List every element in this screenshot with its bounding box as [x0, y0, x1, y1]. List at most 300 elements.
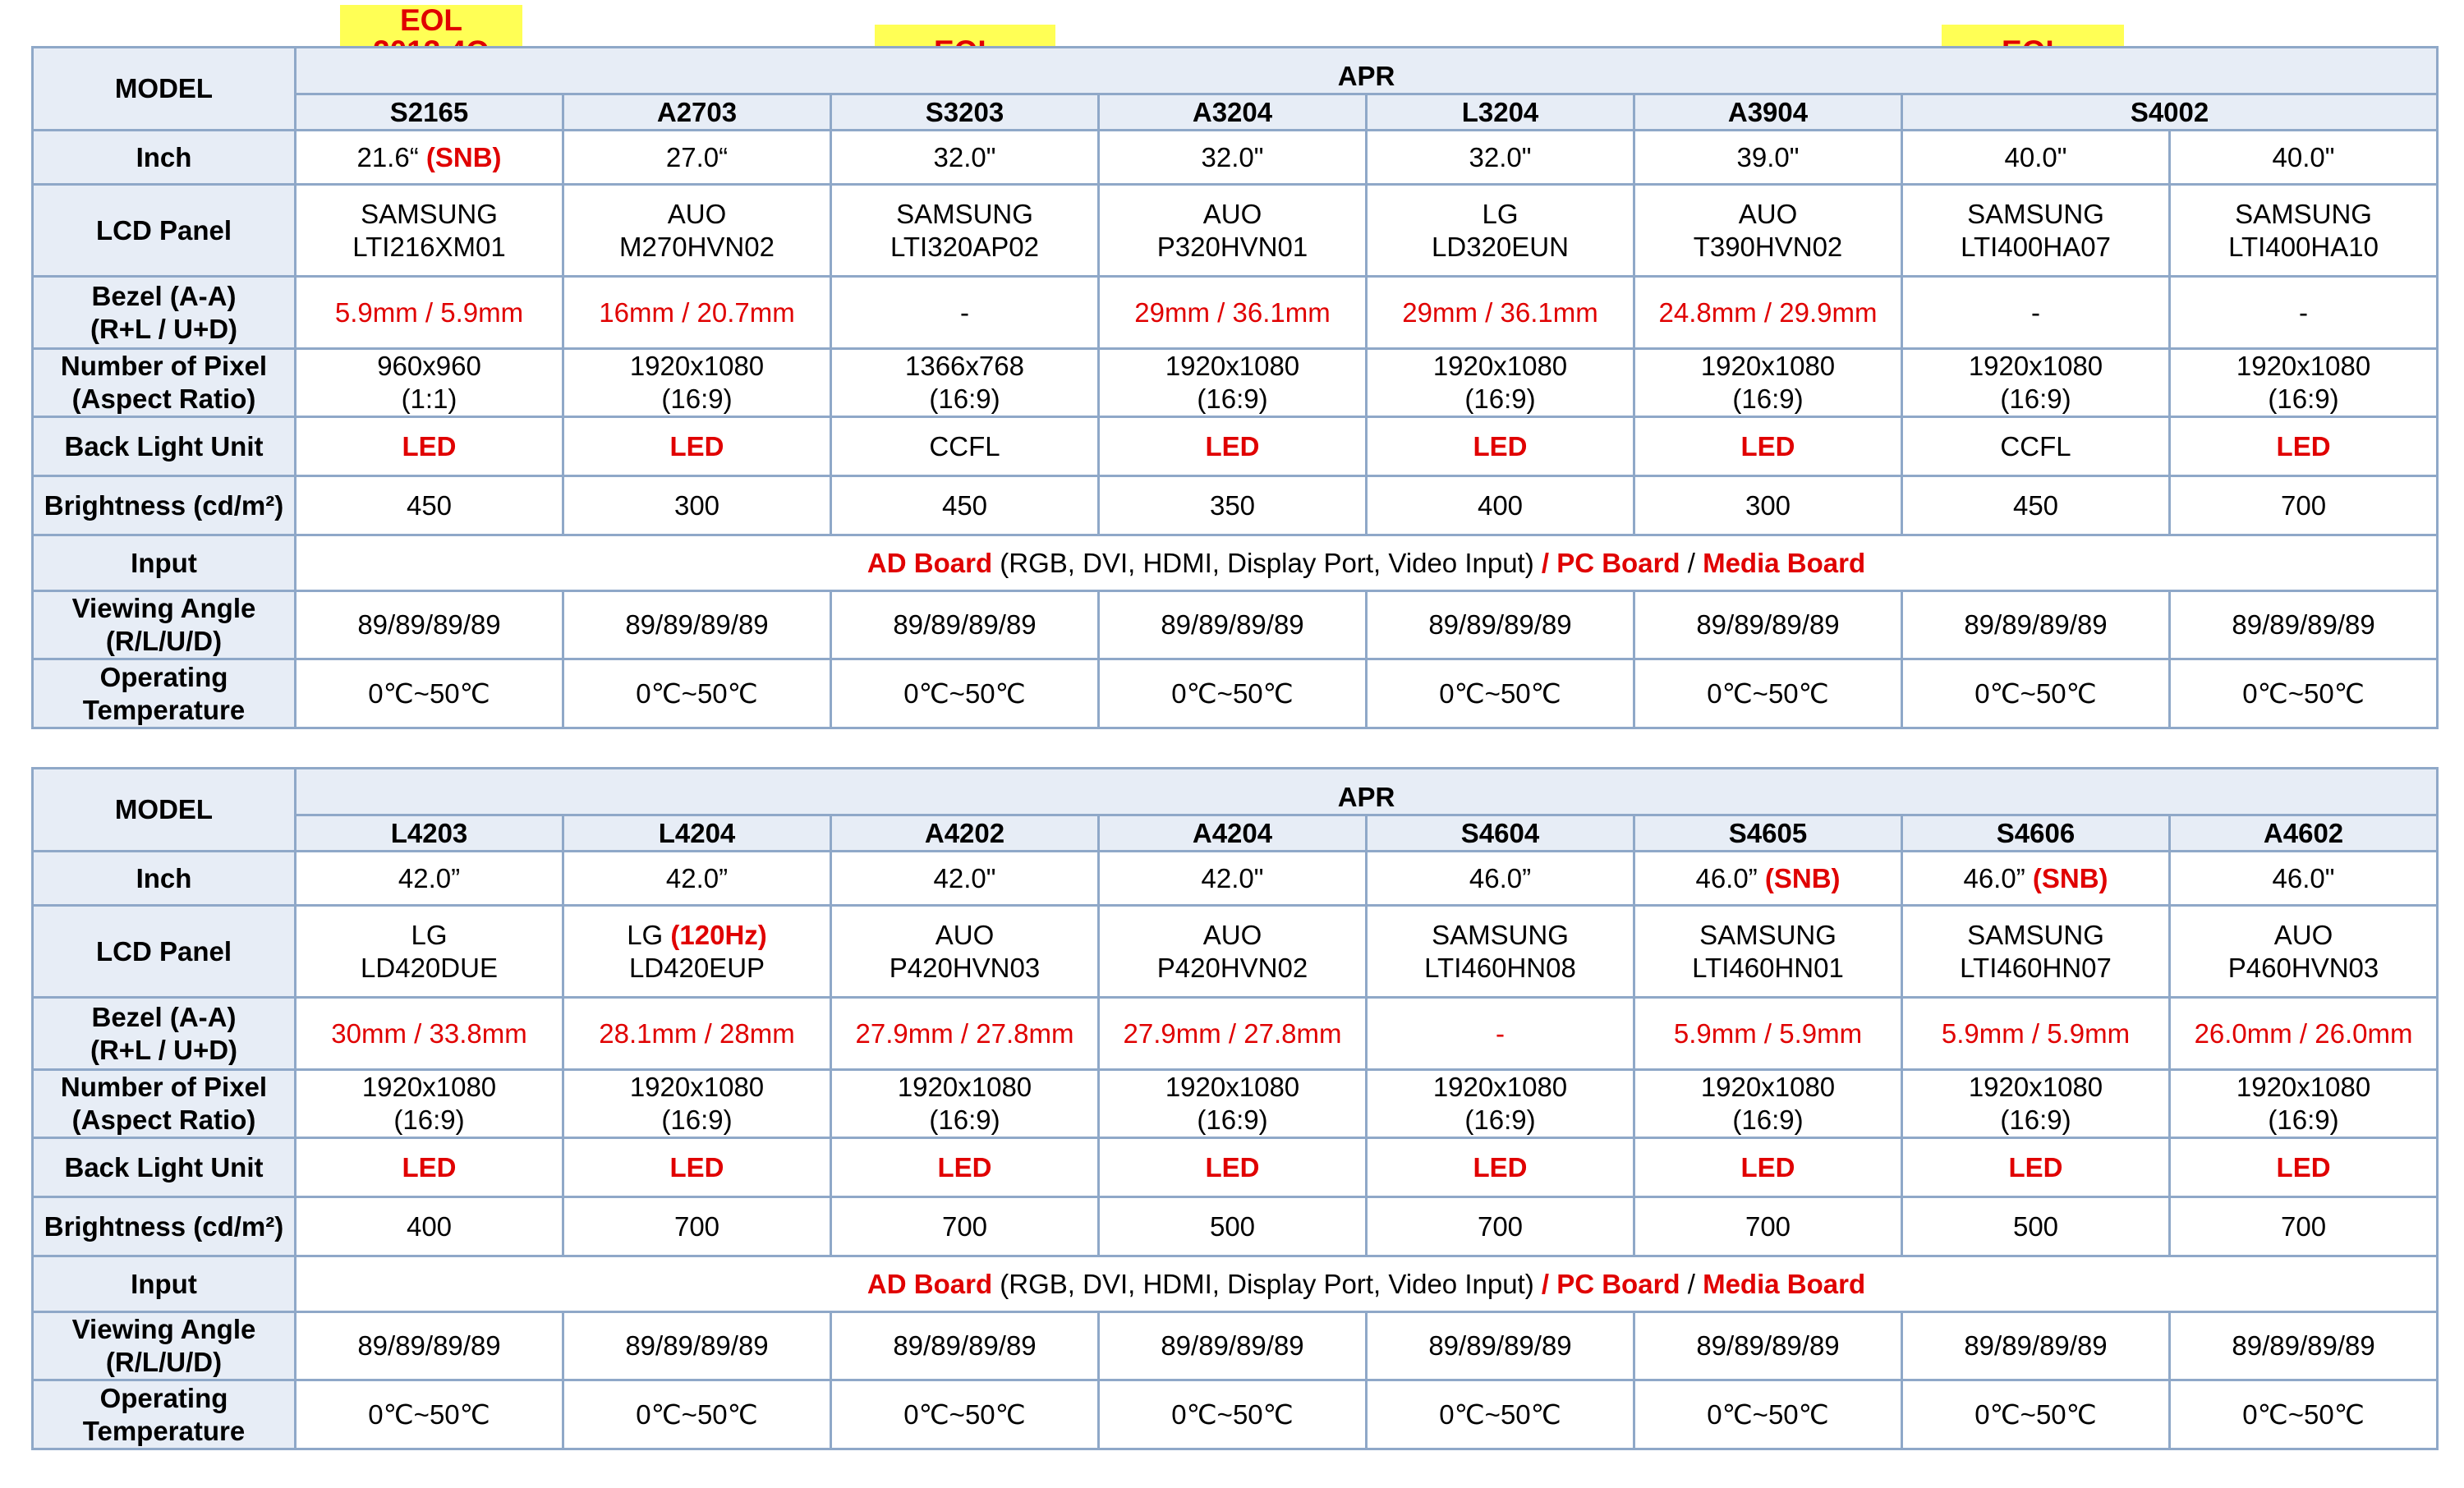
cell-line: 1920x1080 [629, 351, 765, 381]
cell-line: (16:9) [929, 1105, 1000, 1135]
cell-inch [296, 852, 563, 906]
cell-line: AUO [1202, 919, 1262, 950]
cell-line: M270HVN02 [619, 231, 775, 262]
cell-line: (16:9) [661, 1105, 733, 1135]
cell-viewing: 89/89/89/89 [1099, 1312, 1367, 1380]
cell-temp: 0℃~50℃ [2170, 659, 2438, 728]
cell-viewing: 89/89/89/89 [563, 591, 831, 659]
cell-lcd [1367, 185, 1634, 277]
cell-viewing: 89/89/89/89 [831, 591, 1099, 659]
cell-value: LED [1473, 1151, 1528, 1183]
cell-line: LTI216XM01 [352, 231, 506, 262]
cell-value: 32.0" [1469, 141, 1532, 172]
cell-value: 46.0" [2272, 862, 2335, 893]
cell-pixel [2170, 349, 2438, 417]
pc-board-text: / PC Board [1541, 547, 1680, 578]
cell-value: 46.0” [1695, 862, 1758, 893]
row-label-bezel [33, 998, 296, 1070]
cell-value: 29mm / 36.1mm [1134, 296, 1331, 328]
cell-line: 1920x1080 [1700, 1072, 1836, 1102]
cell-line: SAMSUNG [1432, 919, 1569, 950]
cell-temp: 0℃~50℃ [296, 1380, 563, 1449]
cell-pixel [2170, 1070, 2438, 1138]
cell-lcd [1902, 906, 2170, 998]
cell-temp: 0℃~50℃ [1634, 659, 1902, 728]
cell-value: - [2031, 296, 2040, 328]
row-label-brightness: Brightness (cd/m²) [33, 476, 296, 535]
cell-lcd [563, 185, 831, 277]
cell-temp: 0℃~50℃ [563, 659, 831, 728]
cell-value: 29mm / 36.1mm [1402, 296, 1598, 328]
cell-value: 5.9mm / 5.9mm [334, 296, 524, 328]
cell-backlight [1099, 417, 1367, 476]
cell-line: (16:9) [393, 1105, 465, 1135]
group-header: APR [296, 48, 2438, 94]
cell-bezel [1634, 277, 1902, 349]
cell-line: (16:9) [1197, 1105, 1268, 1135]
cell-line: 960x960 [377, 351, 481, 381]
row-label-temp [33, 1380, 296, 1449]
model-name: L4204 [563, 815, 831, 852]
cell-value: 26.0mm / 26.0mm [2194, 1017, 2413, 1049]
cell-inch [1634, 852, 1902, 906]
cell-line: (16:9) [661, 383, 733, 414]
row-label-brightness: Brightness (cd/m²) [33, 1197, 296, 1256]
cell-line: SAMSUNG [1967, 198, 2104, 229]
row-label-line: (R/L/U/D) [105, 626, 223, 656]
cell-pixel [1902, 1070, 2170, 1138]
cell-pixel [563, 1070, 831, 1138]
cell-value: LED [937, 1151, 992, 1183]
cell-viewing: 89/89/89/89 [2170, 591, 2438, 659]
cell-lcd [1902, 185, 2170, 277]
cell-line-text: LG [627, 919, 664, 950]
cell-value: 5.9mm / 5.9mm [1941, 1017, 2131, 1049]
cell-value: 46.0” [1963, 862, 2025, 893]
media-board-text: Media Board [1703, 1268, 1866, 1299]
cell-line: AUO [935, 919, 995, 950]
cell-bezel [1902, 998, 2170, 1070]
cell-viewing: 89/89/89/89 [296, 591, 563, 659]
cell-lcd [2170, 906, 2438, 998]
cell-line: 1920x1080 [1968, 1072, 2103, 1102]
cell-inch [2170, 852, 2438, 906]
cell-value: 32.0" [933, 141, 996, 172]
model-name: S4604 [1367, 815, 1634, 852]
model-name: S2165 [296, 94, 563, 131]
cell-temp: 0℃~50℃ [831, 1380, 1099, 1449]
cell-pixel [296, 349, 563, 417]
cell-line: T390HVN02 [1693, 231, 1843, 262]
cell-pixel [1367, 349, 1634, 417]
cell-line: (16:9) [2268, 1105, 2339, 1135]
cell-bezel [1099, 998, 1367, 1070]
cell-backlight [563, 417, 831, 476]
cell-brightness: 500 [1099, 1197, 1367, 1256]
row-label-lcd: LCD Panel [33, 906, 296, 998]
cell-backlight [1099, 1138, 1367, 1197]
cell-inch [831, 131, 1099, 185]
row-label-line: Number of Pixel [60, 1072, 268, 1102]
cell-temp: 0℃~50℃ [1099, 1380, 1367, 1449]
cell-inch [1634, 131, 1902, 185]
cell-value: LED [402, 1151, 457, 1183]
cell-value: 40.0" [2004, 141, 2067, 172]
cell-lcd [1634, 185, 1902, 277]
cell-value: LED [669, 430, 724, 462]
cell-value: - [960, 296, 969, 328]
cell-value: LED [1205, 430, 1260, 462]
cell-lcd [1367, 906, 1634, 998]
cell-note: (SNB) [1764, 862, 1841, 893]
cell-note: (SNB) [2032, 862, 2108, 893]
cell-line: LG [1482, 198, 1519, 229]
cell-line: (16:9) [2268, 383, 2339, 414]
model-name: L4203 [296, 815, 563, 852]
cell-value: CCFL [2000, 430, 2071, 462]
cell-value: 42.0” [398, 862, 461, 893]
cell-inch [563, 852, 831, 906]
cell-value: - [2299, 296, 2309, 328]
cell-temp: 0℃~50℃ [1367, 1380, 1634, 1449]
cell-line: 1920x1080 [1968, 351, 2103, 381]
cell-line: 1920x1080 [897, 1072, 1032, 1102]
cell-backlight [1367, 417, 1634, 476]
cell-value: 42.0" [1201, 862, 1264, 893]
separator-text: / [1680, 1268, 1703, 1299]
cell-value: LED [2276, 430, 2331, 462]
row-label-line: Viewing Angle [71, 593, 256, 623]
row-label-line: Bezel (A-A) [91, 280, 237, 311]
cell-backlight [2170, 1138, 2438, 1197]
cell-value: 24.8mm / 29.9mm [1658, 296, 1878, 328]
cell-backlight [831, 1138, 1099, 1197]
cell-viewing: 89/89/89/89 [831, 1312, 1099, 1380]
cell-line: LTI460HN08 [1424, 952, 1576, 983]
row-label-backlight: Back Light Unit [33, 1138, 296, 1197]
cell-line: (16:9) [2000, 1105, 2071, 1135]
cell-line: 1366x768 [905, 351, 1024, 381]
cell-temp: 0℃~50℃ [1902, 659, 2170, 728]
cell-bezel [296, 277, 563, 349]
cell-bezel [2170, 998, 2438, 1070]
cell-temp: 0℃~50℃ [1634, 1380, 1902, 1449]
cell-temp: 0℃~50℃ [831, 659, 1099, 728]
model-name: A4602 [2170, 815, 2438, 852]
cell-inch [1902, 852, 2170, 906]
ad-board-text: AD Board [867, 547, 993, 578]
cell-line: (1:1) [401, 383, 457, 414]
cell-value: 40.0" [2272, 141, 2335, 172]
cell-value: 27.0“ [665, 141, 729, 172]
model-name: S4605 [1634, 815, 1902, 852]
cell-line: AUO [667, 198, 727, 229]
cell-lcd [831, 185, 1099, 277]
cell-value: 16mm / 20.7mm [599, 296, 795, 328]
cell-line: 1920x1080 [2236, 1072, 2371, 1102]
cell-brightness: 700 [2170, 1197, 2438, 1256]
cell-line: P420HVN03 [889, 952, 1041, 983]
cell-line: (16:9) [2000, 383, 2071, 414]
model-name: L3204 [1367, 94, 1634, 131]
cell-inch [1099, 131, 1367, 185]
row-label-line: Bezel (A-A) [91, 1001, 237, 1032]
cell-bezel [831, 998, 1099, 1070]
cell-bezel [1634, 998, 1902, 1070]
row-label-bezel [33, 277, 296, 349]
cell-inch [1902, 131, 2170, 185]
row-label-line: (R/L/U/D) [105, 1347, 223, 1377]
row-label-viewing [33, 1312, 296, 1380]
cell-brightness: 400 [1367, 476, 1634, 535]
cell-temp: 0℃~50℃ [2170, 1380, 2438, 1449]
cell-temp: 0℃~50℃ [1902, 1380, 2170, 1449]
row-label-inch: Inch [33, 852, 296, 906]
cell-pixel [1634, 1070, 1902, 1138]
row-label-inch: Inch [33, 131, 296, 185]
cell-value: 5.9mm / 5.9mm [1673, 1017, 1863, 1049]
cell-inch [1367, 131, 1634, 185]
cell-value: 46.0” [1469, 862, 1532, 893]
cell-viewing: 89/89/89/89 [1634, 591, 1902, 659]
row-label-pixel [33, 349, 296, 417]
cell-bezel [1902, 277, 2170, 349]
model-name: A3904 [1634, 94, 1902, 131]
spec-table-1 [31, 46, 2439, 729]
cell-brightness: 450 [831, 476, 1099, 535]
cell-value: 42.0” [665, 862, 729, 893]
cell-temp: 0℃~50℃ [296, 659, 563, 728]
pc-board-text: / PC Board [1541, 1268, 1680, 1299]
cell-line: SAMSUNG [1967, 919, 2104, 950]
row-label-line: (R+L / U+D) [90, 313, 238, 344]
cell-value: LED [1740, 430, 1795, 462]
cell-brightness: 700 [1367, 1197, 1634, 1256]
model-name: S4606 [1902, 815, 2170, 852]
cell-backlight [831, 417, 1099, 476]
spec-table-2 [31, 767, 2439, 1450]
cell-pixel [831, 349, 1099, 417]
cell-viewing: 89/89/89/89 [1099, 591, 1367, 659]
cell-viewing: 89/89/89/89 [2170, 1312, 2438, 1380]
cell-viewing: 89/89/89/89 [1902, 591, 2170, 659]
cell-line: LD420EUP [628, 952, 765, 983]
cell-value: 39.0" [1736, 141, 1800, 172]
cell-inch [831, 852, 1099, 906]
row-label-line: Viewing Angle [71, 1314, 256, 1344]
cell-note: (SNB) [425, 141, 502, 172]
row-label-temp [33, 659, 296, 728]
cell-brightness: 500 [1902, 1197, 2170, 1256]
row-label-line: Temperature [82, 694, 246, 725]
model-header: MODEL [33, 48, 296, 131]
model-name: A3204 [1099, 94, 1367, 131]
cell-line: 1920x1080 [1700, 351, 1836, 381]
cell-value: 30mm / 33.8mm [331, 1017, 527, 1049]
cell-value: LED [1473, 430, 1528, 462]
cell-brightness: 300 [563, 476, 831, 535]
cell-pixel [1902, 349, 2170, 417]
cell-lcd [296, 906, 563, 998]
model-name: S3203 [831, 94, 1099, 131]
cell-value: 28.1mm / 28mm [599, 1017, 795, 1049]
cell-inch [2170, 131, 2438, 185]
row-label-line: Number of Pixel [60, 351, 268, 381]
cell-line: (16:9) [1732, 383, 1804, 414]
cell-backlight [1634, 417, 1902, 476]
cell-bezel [563, 277, 831, 349]
cell-value: LED [402, 430, 457, 462]
cell-backlight [296, 1138, 563, 1197]
row-label-viewing [33, 591, 296, 659]
cell-brightness: 700 [831, 1197, 1099, 1256]
cell-pixel [563, 349, 831, 417]
row-label-line: (Aspect Ratio) [71, 1105, 256, 1135]
cell-brightness: 300 [1634, 476, 1902, 535]
cell-value: LED [1740, 1151, 1795, 1183]
cell-inch [1099, 852, 1367, 906]
cell-bezel [1367, 277, 1634, 349]
cell-line: 1920x1080 [1432, 351, 1568, 381]
model-name: A4202 [831, 815, 1099, 852]
cell-brightness: 450 [296, 476, 563, 535]
cell-line [568, 919, 826, 952]
cell-line: LD320EUN [1432, 231, 1569, 262]
cell-line: LTI400HA07 [1961, 231, 2111, 262]
input-types-text: (RGB, DVI, HDMI, Display Port, Video Input) [992, 1268, 1542, 1299]
cell-line: 1920x1080 [2236, 351, 2371, 381]
model-name: S4002 [1902, 94, 2438, 131]
ad-board-text: AD Board [867, 1268, 993, 1299]
row-label-line: Operating [99, 1382, 228, 1413]
cell-lcd [563, 906, 831, 998]
cell-viewing: 89/89/89/89 [563, 1312, 831, 1380]
cell-backlight [2170, 417, 2438, 476]
cell-pixel [1099, 349, 1367, 417]
cell-line: (16:9) [1464, 383, 1536, 414]
cell-bezel [563, 998, 831, 1070]
row-label-line: (Aspect Ratio) [71, 383, 256, 414]
model-name: A2703 [563, 94, 831, 131]
row-label-lcd: LCD Panel [33, 185, 296, 277]
cell-backlight [1634, 1138, 1902, 1197]
cell-viewing: 89/89/89/89 [1902, 1312, 2170, 1380]
cell-value: 27.9mm / 27.8mm [855, 1017, 1074, 1049]
cell-brightness: 700 [2170, 476, 2438, 535]
cell-value: LED [2008, 1151, 2063, 1183]
cell-line: P420HVN02 [1156, 952, 1308, 983]
cell-line: AUO [2273, 919, 2333, 950]
cell-value: LED [2276, 1151, 2331, 1183]
cell-line: 1920x1080 [629, 1072, 765, 1102]
row-label-pixel [33, 1070, 296, 1138]
cell-bezel [2170, 277, 2438, 349]
cell-bezel [296, 998, 563, 1070]
input-types-text: (RGB, DVI, HDMI, Display Port, Video Input) [992, 547, 1542, 578]
cell-line: LTI320AP02 [890, 231, 1040, 262]
cell-backlight [1902, 417, 2170, 476]
cell-brightness: 350 [1099, 476, 1367, 535]
cell-value: 32.0" [1201, 141, 1264, 172]
eol-label-line: EOL [399, 3, 463, 37]
cell-lcd [1099, 906, 1367, 998]
cell-pixel [831, 1070, 1099, 1138]
row-label-input: Input [33, 1256, 296, 1312]
cell-line: SAMSUNG [361, 198, 498, 229]
cell-temp: 0℃~50℃ [1099, 659, 1367, 728]
cell-backlight [563, 1138, 831, 1197]
cell-line: SAMSUNG [1699, 919, 1837, 950]
cell-brightness: 450 [1902, 476, 2170, 535]
cell-lcd [831, 906, 1099, 998]
cell-lcd [1099, 185, 1367, 277]
row-label-line: Temperature [82, 1415, 246, 1446]
cell-pixel [1634, 349, 1902, 417]
row-label-backlight: Back Light Unit [33, 417, 296, 476]
group-header: APR [296, 769, 2438, 815]
cell-lcd [296, 185, 563, 277]
cell-temp: 0℃~50℃ [563, 1380, 831, 1449]
media-board-text: Media Board [1703, 547, 1866, 578]
cell-pixel [1099, 1070, 1367, 1138]
cell-line: LTI400HA10 [2228, 231, 2379, 262]
cell-bezel [831, 277, 1099, 349]
cell-line: 1920x1080 [1165, 1072, 1300, 1102]
cell-line: (16:9) [1732, 1105, 1804, 1135]
cell-temp: 0℃~50℃ [1367, 659, 1634, 728]
cell-bezel [1367, 998, 1634, 1070]
cell-lcd [1634, 906, 1902, 998]
cell-line: LG [411, 919, 448, 950]
cell-value: LED [1205, 1151, 1260, 1183]
input-cell [296, 1256, 2438, 1312]
row-label-line: Operating [99, 661, 228, 692]
cell-bezel [1099, 277, 1367, 349]
cell-line: (16:9) [1464, 1105, 1536, 1135]
cell-viewing: 89/89/89/89 [1634, 1312, 1902, 1380]
cell-viewing: 89/89/89/89 [1367, 1312, 1634, 1380]
cell-viewing: 89/89/89/89 [1367, 591, 1634, 659]
cell-inch [563, 131, 831, 185]
cell-brightness: 700 [1634, 1197, 1902, 1256]
cell-value: 27.9mm / 27.8mm [1123, 1017, 1342, 1049]
cell-line: 1920x1080 [361, 1072, 497, 1102]
cell-line: (16:9) [929, 383, 1000, 414]
cell-backlight [1367, 1138, 1634, 1197]
cell-line: SAMSUNG [2235, 198, 2372, 229]
cell-line: AUO [1738, 198, 1798, 229]
cell-line: P320HVN01 [1156, 231, 1308, 262]
cell-line: AUO [1202, 198, 1262, 229]
model-header: MODEL [33, 769, 296, 852]
cell-inch [296, 131, 563, 185]
cell-line: SAMSUNG [896, 198, 1033, 229]
cell-pixel [296, 1070, 563, 1138]
cell-pixel [1367, 1070, 1634, 1138]
separator-text: / [1680, 547, 1703, 578]
row-label-line: (R+L / U+D) [90, 1034, 238, 1065]
cell-brightness: 400 [296, 1197, 563, 1256]
cell-viewing: 89/89/89/89 [296, 1312, 563, 1380]
cell-note: (120Hz) [670, 919, 767, 950]
row-label-input: Input [33, 535, 296, 591]
cell-value: 42.0" [933, 862, 996, 893]
cell-value: 21.6“ [356, 141, 419, 172]
cell-value: LED [669, 1151, 724, 1183]
cell-line: LD420DUE [361, 952, 498, 983]
cell-line: LTI460HN07 [1960, 952, 2112, 983]
cell-lcd [2170, 185, 2438, 277]
